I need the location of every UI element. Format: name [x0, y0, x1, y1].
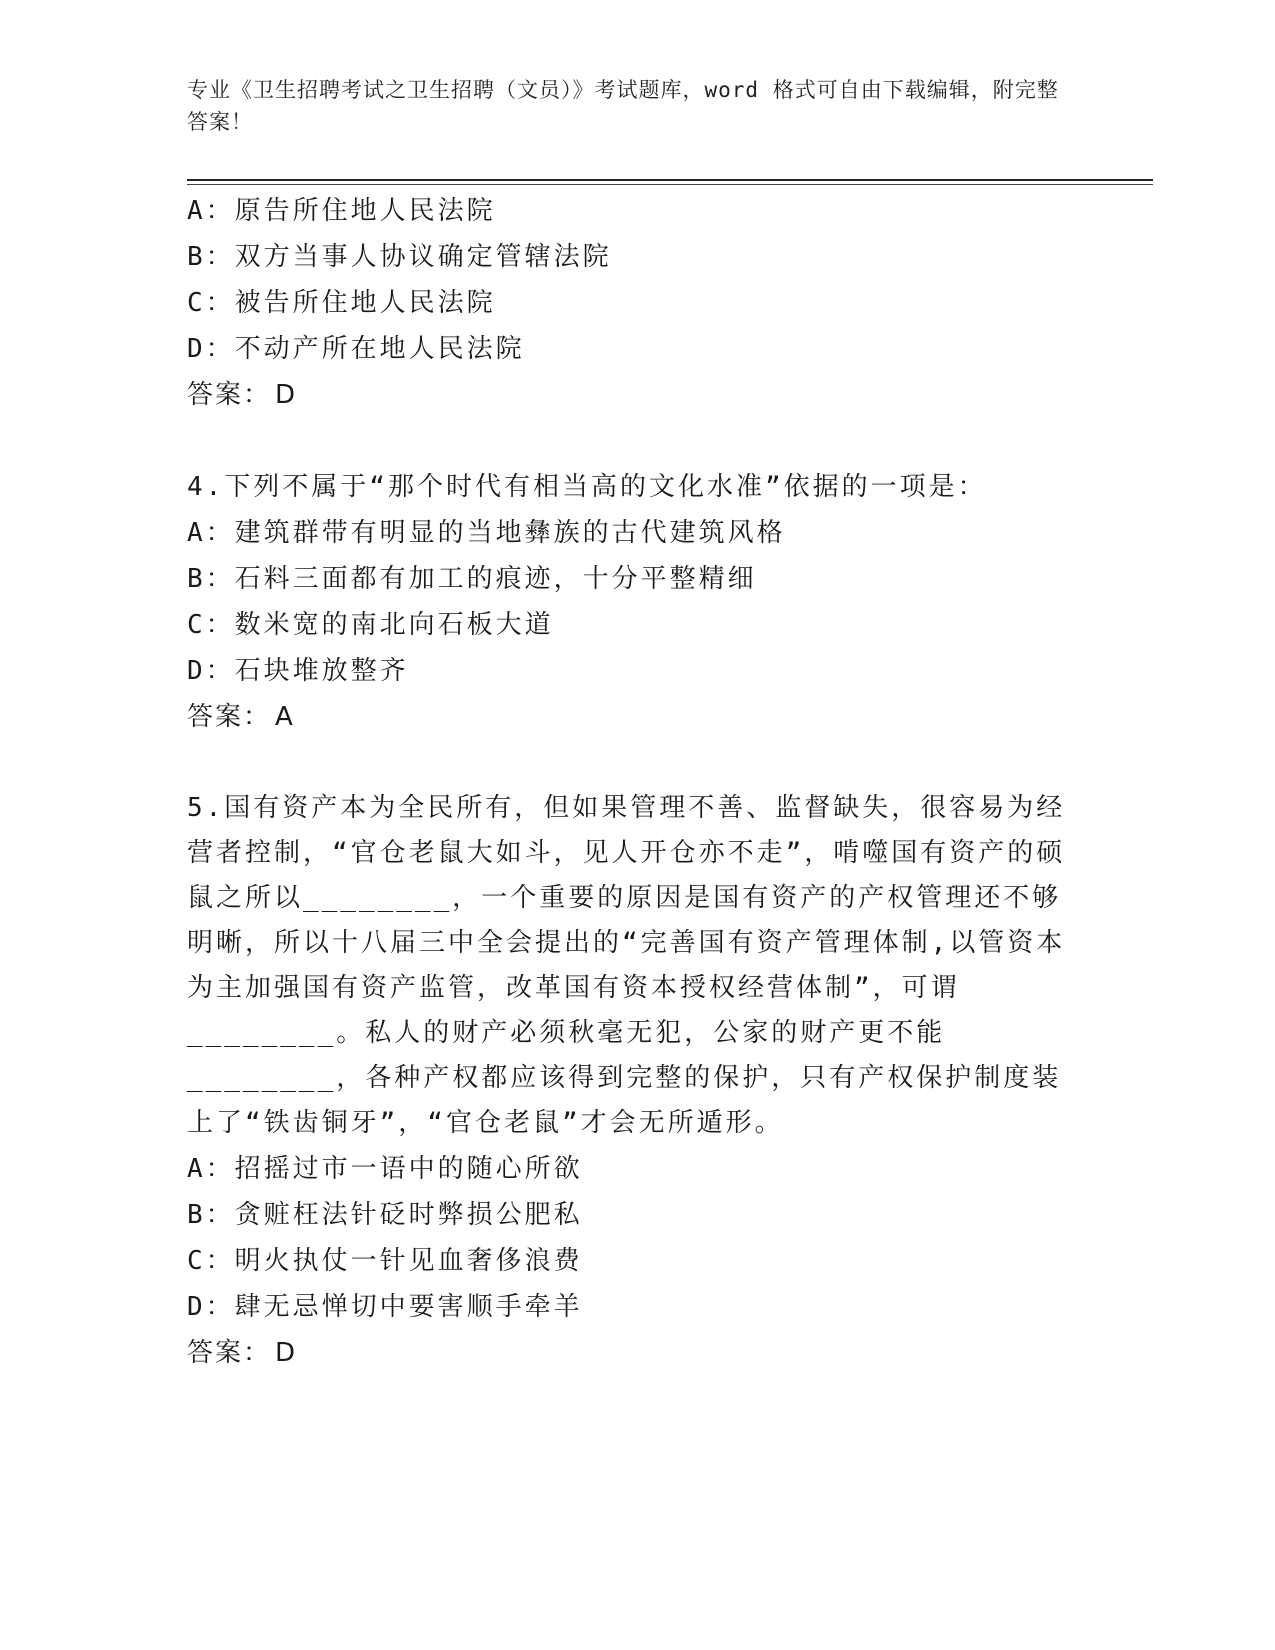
option-a: A：原告所住地人民法院: [187, 196, 496, 226]
answer-label: 答案：: [187, 702, 272, 732]
answer-value: D: [275, 380, 297, 410]
answer-line: [187, 372, 1087, 418]
question-5-block: [187, 786, 1087, 1376]
question-4-block: [187, 464, 1087, 740]
option-b: B：双方当事人协议确定管辖法院: [187, 242, 612, 272]
answer-value: A: [275, 702, 294, 732]
option-d: D：肆无忌惮切中要害顺手牵羊: [187, 1292, 583, 1322]
option-c: C：被告所住地人民法院: [187, 288, 496, 318]
option-b: B：贪赃枉法针砭时弊损公肥私: [187, 1200, 583, 1230]
option-c: C：明火执仗一针见血奢侈浪费: [187, 1246, 583, 1276]
document-header: 专业《卫生招聘考试之卫生招聘（文员）》考试题库，word 格式可自由下载编辑，附完整答案！: [187, 78, 1059, 134]
option-a: A：招摇过市一语中的随心所欲: [187, 1154, 583, 1184]
document-body: [187, 188, 1087, 1376]
answer-line: [187, 1330, 1087, 1376]
header-divider-thick: [187, 179, 1153, 181]
option-b: B：石料三面都有加工的痕迹，十分平整精细: [187, 564, 757, 594]
option-c: C：数米宽的南北向石板大道: [187, 610, 554, 640]
option-d: D：不动产所在地人民法院: [187, 334, 525, 364]
option-a: A：建筑群带有明显的当地彝族的古代建筑风格: [187, 518, 786, 548]
answer-line: [187, 694, 1087, 740]
answer-label: 答案：: [187, 1338, 272, 1368]
question-stem: 4.下列不属于“那个时代有相当高的文化水准”依据的一项是：: [187, 472, 987, 502]
answer-label: 答案：: [187, 380, 272, 410]
option-d: D：石块堆放整齐: [187, 656, 409, 686]
question-stem: 5.国有资产本为全民所有，但如果管理不善、监督缺失，很容易为经营者控制，“官仓老鼠大如斗，见人开仓亦不走”，啃噬国有资产的硕鼠之所以________，一个重要的原因是国有资产的产权管理还不够明晰，所以十八届三中全会提出的“完善国有资产管理体制,以管资本为主加强国有资产监管，改革国有资本授权经营体制”，可谓________。私人的财产必须秋毫无犯，公家的财产更不能________，各种产权都应该得到完整的保护，只有产权保护制度装上了“铁齿铜牙”，“官仓老鼠”才会无所遁形。: [187, 793, 1066, 1138]
answer-value: D: [275, 1338, 297, 1368]
header-divider-thin: [187, 184, 1153, 185]
question-3-block: [187, 188, 1087, 418]
